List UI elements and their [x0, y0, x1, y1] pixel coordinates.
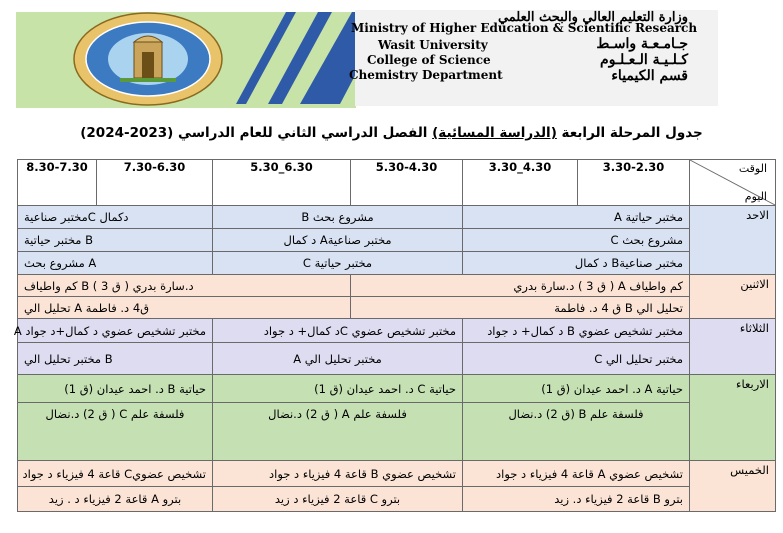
schedule-cell: تشخيص عضوي B قاعة 4 فيزياء د جواد — [213, 461, 463, 487]
title-evening-study: (الدراسة المسائية) — [432, 125, 557, 141]
schedule-cell: تشخيص عضويC قاعة 4 فيزياء د جواد — [18, 461, 213, 487]
schedule-cell: حياتية A د. احمد عيدان (ق 1) — [463, 375, 690, 403]
schedule-cell: مختبر تحليل الي A — [213, 343, 463, 375]
schedule-cell: مشروع بحث A — [18, 252, 213, 275]
schedule-cell: فلسفة علم C ( ق 2) د.نضال — [18, 403, 213, 461]
ministry-english: Ministry of Higher Education & Scientific Research — [351, 21, 698, 35]
monday-row-2 — [18, 297, 776, 319]
wednesday-row-2 — [18, 403, 776, 461]
department-english: Chemistry Department — [349, 68, 503, 82]
monday-row-1 — [18, 275, 776, 297]
time-slot-6: 8.30-7.30 — [18, 160, 97, 206]
schedule-cell: مختبر تحليل الي B — [18, 343, 213, 375]
time-slot-1: 3.30-2.30 — [578, 160, 690, 206]
schedule-cell: مختبر تشخيص عضوي B د كمال+ د جواد — [463, 319, 690, 343]
university-english: Wasit University — [378, 38, 488, 52]
ministry-arabic: وزارة التعليم العالي والبحث العلمي — [497, 10, 688, 25]
wednesday-row-1 — [18, 375, 776, 403]
letterhead — [0, 0, 783, 118]
title-part2: الفصل الدراسي الثاني للعام الدراسي — [173, 125, 433, 141]
corner-day-label: اليوم — [744, 190, 767, 203]
tuesday-row-1 — [18, 319, 776, 343]
schedule-cell: تشخيص عضوي A قاعة 4 فيزياء د جواد — [463, 461, 690, 487]
schedule-cell: كم واطياف A ( ق 3 ) د.سارة بدري — [351, 275, 690, 297]
time-slot-3: 5.30-4.30 — [351, 160, 463, 206]
schedule-cell: مختبر صناعيةA د كمال — [213, 229, 463, 252]
sunday-row-2 — [18, 229, 776, 252]
thursday-row-1 — [18, 461, 776, 487]
time-slot-4: 6.30_5.30 — [213, 160, 351, 206]
day-sunday: الاحد — [690, 206, 776, 275]
day-monday: الاثنين — [690, 275, 776, 319]
university-arabic: جـامـعـة واسـط — [596, 36, 688, 52]
sunday-row-1 — [18, 206, 776, 229]
schedule-cell: حياتية B د. احمد عيدان (ق 1) — [18, 375, 213, 403]
schedule-cell: بترو C قاعة 2 فيزياء د زيد — [213, 487, 463, 512]
university-seal — [72, 12, 224, 106]
schedule-cell: فلسفة علم B (ق 2) د.نضال — [463, 403, 690, 461]
day-wednesday: الاربعاء — [690, 375, 776, 461]
sunday-row-3 — [18, 252, 776, 275]
schedule-cell: كم واطياف B ( ق 3 ) د.سارة بدري — [18, 275, 351, 297]
schedule-cell: مختبر تشخيص عضوي Cد كمال+ د جواد — [213, 319, 463, 343]
department-arabic: قسم الكيمياء — [611, 68, 688, 84]
day-thursday: الخميس — [690, 461, 776, 512]
schedule-cell: مختبر حياتية B — [18, 229, 213, 252]
schedule-cell: بترو A قاعة 2 فيزياء د . زيد — [18, 487, 213, 512]
schedule-title — [0, 125, 783, 141]
schedule-cell: تحليل الي A ق4 د. فاطمة — [18, 297, 351, 319]
time-slot-5: 7.30-6.30 — [97, 160, 213, 206]
schedule-cell: مشروع بحث C — [463, 229, 690, 252]
schedule-cell: مختبر تشخيص عضوي د كمال+د جواد A — [18, 319, 213, 343]
schedule-cell: مشروع بحث B — [213, 206, 463, 229]
schedule-cell: مختبر صناعيةB د كمال — [463, 252, 690, 275]
title-year: (2023-2024) — [80, 125, 174, 141]
schedule-cell: فلسفة علم A ( ق 2) د.نضال — [213, 403, 463, 461]
schedule-cell: مختبر حياتية A — [463, 206, 690, 229]
schedule-cell: تحليل الي B ق 4 د. فاطمة — [351, 297, 690, 319]
corner-time-label: الوقت — [738, 162, 767, 175]
schedule-table — [13, 159, 776, 512]
time-slot-2: 4.30_3.30 — [463, 160, 578, 206]
tuesday-row-2 — [18, 343, 776, 375]
schedule-cell: مختبر حياتية C — [213, 252, 463, 275]
thursday-row-2 — [18, 487, 776, 512]
schedule-cell: مختبر صناعيةC دكمال — [18, 206, 213, 229]
header-row — [18, 160, 776, 206]
college-arabic: كـلـيـة الـعـلـوم — [600, 52, 688, 68]
corner-cell — [690, 160, 776, 206]
title-part1: جدول المرحلة الرابعة — [556, 125, 703, 141]
college-english: College of Science — [367, 53, 491, 67]
schedule-cell: مختبر تحليل الي C — [463, 343, 690, 375]
schedule-cell: حياتية C د. احمد عيدان (ق 1) — [213, 375, 463, 403]
day-tuesday: الثلاثاء — [690, 319, 776, 375]
schedule-cell: بترو B قاعة 2 فيزياء د. زيد — [463, 487, 690, 512]
